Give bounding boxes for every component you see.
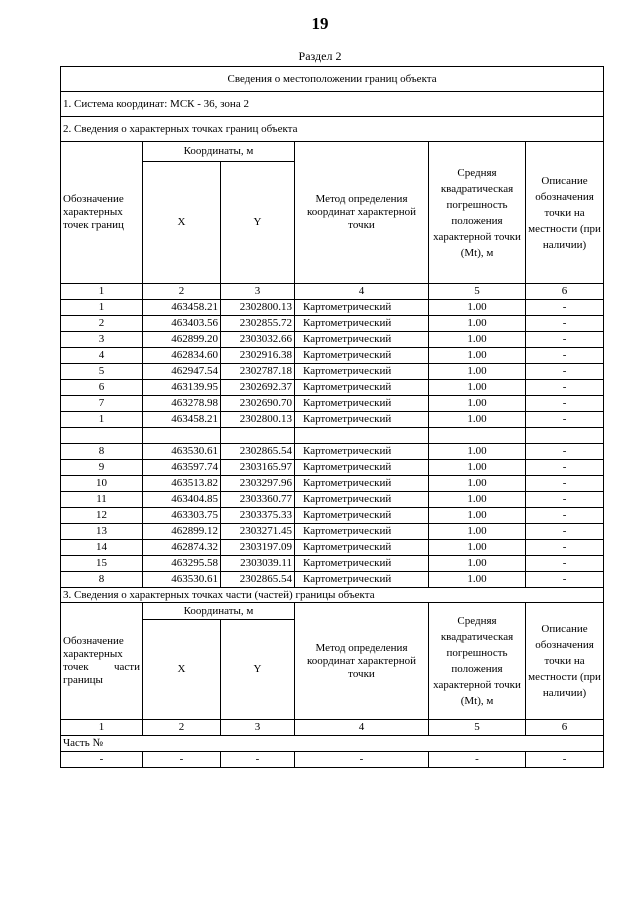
method: Картометрический (295, 444, 429, 460)
col-number: 2 (143, 284, 221, 300)
col-number: 5 (429, 720, 526, 736)
point-number: 3 (61, 332, 143, 348)
x-coordinate: 463278.98 (143, 396, 221, 412)
error: 1.00 (429, 556, 526, 572)
method: Картометрический (295, 476, 429, 492)
part-label: Часть № (61, 736, 604, 752)
x-coordinate: 463295.58 (143, 556, 221, 572)
x-header: X (143, 162, 221, 284)
method (295, 428, 429, 444)
y-coordinate: 2303032.66 (221, 332, 295, 348)
error: 1.00 (429, 332, 526, 348)
description: - (526, 460, 604, 476)
table-row (61, 460, 604, 476)
coord-system: 1. Система координат: МСК - 36, зона 2 (61, 92, 604, 117)
y-coordinate: 2302916.38 (221, 348, 295, 364)
description: - (526, 316, 604, 332)
part3-y-header: Y (221, 620, 295, 720)
col-number: 3 (221, 720, 295, 736)
y-coordinate: 2303375.33 (221, 508, 295, 524)
table-row (61, 412, 604, 428)
y-coordinate: 2302855.72 (221, 316, 295, 332)
x-coordinate: 463403.56 (143, 316, 221, 332)
point-number (61, 428, 143, 444)
method: Картометрический (295, 572, 429, 588)
point-number: 1 (61, 300, 143, 316)
x-coordinate: 462899.12 (143, 524, 221, 540)
table-row (61, 332, 604, 348)
empty-cell: - (526, 752, 604, 768)
point-number: 10 (61, 476, 143, 492)
col-number: 6 (526, 720, 604, 736)
x-coordinate: 462874.32 (143, 540, 221, 556)
description: - (526, 412, 604, 428)
method: Картометрический (295, 540, 429, 556)
description: - (526, 492, 604, 508)
method: Картометрический (295, 316, 429, 332)
y-coordinate: 2302787.18 (221, 364, 295, 380)
part3-title: 3. Сведения о характерных точках части (частей) границы объекта (61, 588, 604, 603)
error: 1.00 (429, 508, 526, 524)
col-number: 2 (143, 720, 221, 736)
x-coordinate: 463139.95 (143, 380, 221, 396)
method: Картометрический (295, 348, 429, 364)
x-coordinate: 463458.21 (143, 300, 221, 316)
part3-error-header: Средняя квадратическая погрешность положения характерной точки (Mt), м (429, 603, 526, 720)
table-row (61, 348, 604, 364)
method: Картометрический (295, 508, 429, 524)
coordinates-header: Координаты, м (143, 142, 295, 162)
description: - (526, 380, 604, 396)
description: - (526, 572, 604, 588)
col-number: 5 (429, 284, 526, 300)
method: Картометрический (295, 396, 429, 412)
empty-cell: - (429, 752, 526, 768)
method-header: Метод определения координат характерной точки (295, 142, 429, 284)
point-number: 12 (61, 508, 143, 524)
y-coordinate: 2303039.11 (221, 556, 295, 572)
table-row (61, 540, 604, 556)
part3-empty-row (61, 752, 604, 768)
x-coordinate: 463530.61 (143, 572, 221, 588)
error: 1.00 (429, 396, 526, 412)
x-coordinate (143, 428, 221, 444)
col-number: 4 (295, 720, 429, 736)
x-coordinate: 462834.60 (143, 348, 221, 364)
error: 1.00 (429, 412, 526, 428)
point-number: 4 (61, 348, 143, 364)
point-number: 8 (61, 444, 143, 460)
error: 1.00 (429, 364, 526, 380)
y-coordinate: 2302800.13 (221, 412, 295, 428)
y-coordinate: 2302800.13 (221, 300, 295, 316)
error: 1.00 (429, 300, 526, 316)
table-row (61, 476, 604, 492)
table-row (61, 444, 604, 460)
empty-cell: - (295, 752, 429, 768)
point-number: 14 (61, 540, 143, 556)
boundary-table (60, 66, 604, 768)
table-row (61, 556, 604, 572)
point-number: 2 (61, 316, 143, 332)
table-row (61, 300, 604, 316)
point-number: 9 (61, 460, 143, 476)
error: 1.00 (429, 492, 526, 508)
point-number: 8 (61, 572, 143, 588)
table-row (61, 492, 604, 508)
empty-cell: - (61, 752, 143, 768)
method: Картометрический (295, 556, 429, 572)
point-number: 11 (61, 492, 143, 508)
description: - (526, 524, 604, 540)
description: - (526, 556, 604, 572)
description: - (526, 444, 604, 460)
x-coordinate: 463458.21 (143, 412, 221, 428)
error: 1.00 (429, 460, 526, 476)
point-number: 5 (61, 364, 143, 380)
x-coordinate: 463597.74 (143, 460, 221, 476)
table-row (61, 524, 604, 540)
part3-coordinates-header: Координаты, м (143, 603, 295, 620)
error (429, 428, 526, 444)
description: - (526, 364, 604, 380)
error: 1.00 (429, 540, 526, 556)
description: - (526, 540, 604, 556)
part2-title: 2. Сведения о характерных точках границ объекта (61, 117, 604, 142)
point-number: 1 (61, 412, 143, 428)
point-number: 15 (61, 556, 143, 572)
method: Картометрический (295, 364, 429, 380)
x-coordinate: 462947.54 (143, 364, 221, 380)
y-coordinate: 2302692.37 (221, 380, 295, 396)
col-number: 6 (526, 284, 604, 300)
x-coordinate: 463303.75 (143, 508, 221, 524)
description: - (526, 300, 604, 316)
part3-designation-header: Обозначение характерных точек части границы (61, 603, 143, 720)
table-row (61, 396, 604, 412)
error: 1.00 (429, 348, 526, 364)
description: - (526, 396, 604, 412)
description: - (526, 476, 604, 492)
designation-header: Обозначение характерных точек границ (61, 142, 143, 284)
y-coordinate (221, 428, 295, 444)
method: Картометрический (295, 332, 429, 348)
point-number: 6 (61, 380, 143, 396)
error: 1.00 (429, 380, 526, 396)
description (526, 428, 604, 444)
empty-cell: - (143, 752, 221, 768)
col-number: 3 (221, 284, 295, 300)
x-coordinate: 463404.85 (143, 492, 221, 508)
table-row (61, 428, 604, 444)
y-coordinate: 2302690.70 (221, 396, 295, 412)
column-numbers-row (61, 284, 604, 300)
description: - (526, 332, 604, 348)
description: - (526, 508, 604, 524)
part3-x-header: X (143, 620, 221, 720)
y-coordinate: 2303360.77 (221, 492, 295, 508)
method: Картометрический (295, 524, 429, 540)
empty-cell: - (221, 752, 295, 768)
error: 1.00 (429, 476, 526, 492)
table-row (61, 572, 604, 588)
method: Картометрический (295, 380, 429, 396)
x-coordinate: 462899.20 (143, 332, 221, 348)
point-number: 13 (61, 524, 143, 540)
point-number: 7 (61, 396, 143, 412)
x-coordinate: 463530.61 (143, 444, 221, 460)
table-title: Сведения о местоположении границ объекта (61, 67, 604, 92)
section-label: Раздел 2 (298, 49, 342, 63)
table-row (61, 316, 604, 332)
table-row (61, 380, 604, 396)
method: Картометрический (295, 300, 429, 316)
y-coordinate: 2303297.96 (221, 476, 295, 492)
x-coordinate: 463513.82 (143, 476, 221, 492)
error: 1.00 (429, 524, 526, 540)
description-header: Описание обозначения точки на местности (при наличии) (526, 142, 604, 284)
y-header: Y (221, 162, 295, 284)
method: Картометрический (295, 460, 429, 476)
y-coordinate: 2303197.09 (221, 540, 295, 556)
error-header: Средняя квадратическая погрешность положения характерной точки (Mt), м (429, 142, 526, 284)
method: Картометрический (295, 492, 429, 508)
part3-method-header: Метод определения координат характерной точки (295, 603, 429, 720)
y-coordinate: 2302865.54 (221, 444, 295, 460)
error: 1.00 (429, 572, 526, 588)
part3-column-numbers-row (61, 720, 604, 736)
part3-description-header: Описание обозначения точки на местности (при наличии) (526, 603, 604, 720)
page-number: 19 (311, 14, 329, 33)
description: - (526, 348, 604, 364)
table-row (61, 364, 604, 380)
error: 1.00 (429, 444, 526, 460)
error: 1.00 (429, 316, 526, 332)
col-number: 1 (61, 284, 143, 300)
col-number: 4 (295, 284, 429, 300)
y-coordinate: 2303165.97 (221, 460, 295, 476)
method: Картометрический (295, 412, 429, 428)
col-number: 1 (61, 720, 143, 736)
y-coordinate: 2302865.54 (221, 572, 295, 588)
y-coordinate: 2303271.45 (221, 524, 295, 540)
table-row (61, 508, 604, 524)
